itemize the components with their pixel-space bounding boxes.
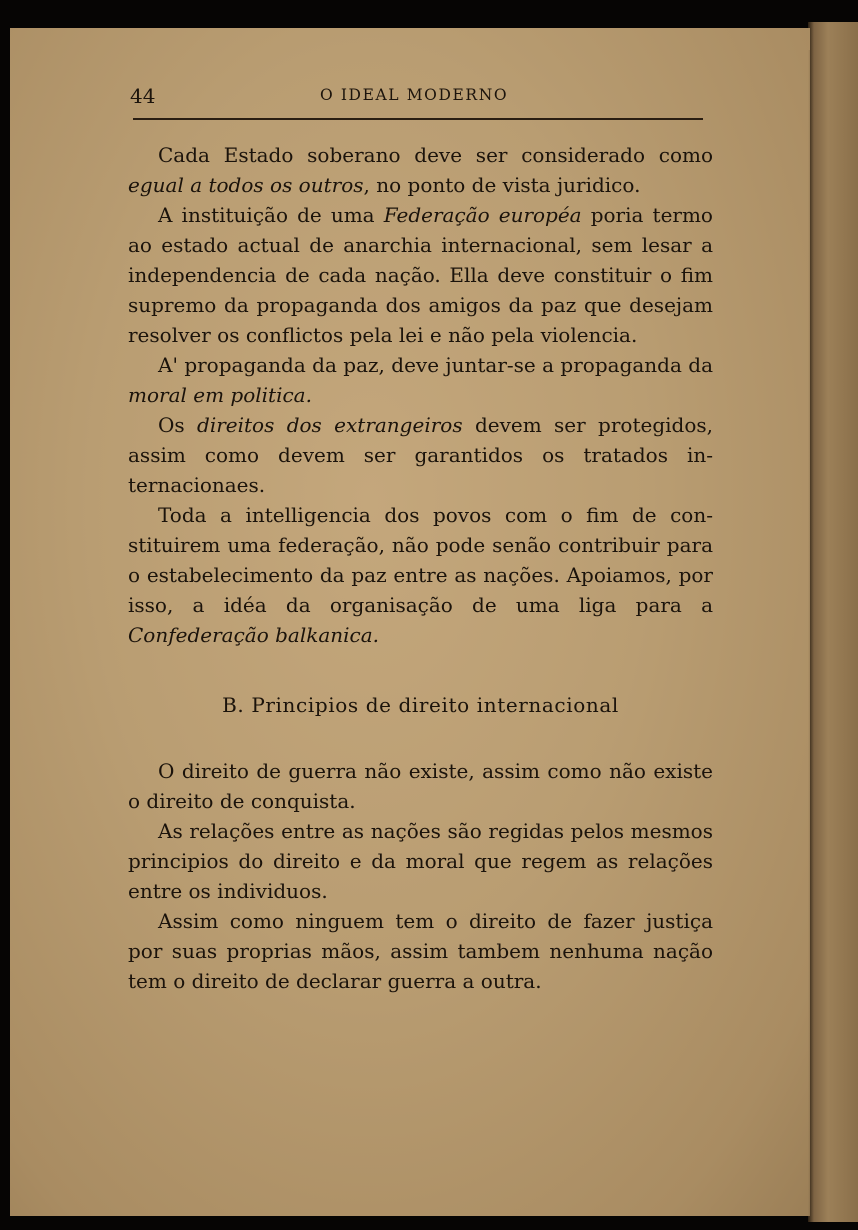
paragraph xyxy=(128,500,713,650)
italic-run: direitos dos extrangeiros xyxy=(197,413,463,437)
section-heading: B. Principios de direito internacional xyxy=(222,693,619,717)
paragraph xyxy=(128,906,713,996)
paragraph xyxy=(128,816,713,906)
text-run: A instituição de uma xyxy=(158,203,384,227)
header-rule xyxy=(133,118,703,120)
text-run: devem ser protegidos, assim como devem ser garantidos os tratados internacionaes. xyxy=(128,413,713,497)
paragraph xyxy=(128,410,713,500)
section-a-paragraphs xyxy=(128,140,713,650)
paragraph xyxy=(128,350,713,410)
section-b-paragraphs xyxy=(128,756,713,996)
body-text xyxy=(128,140,713,996)
text-run: Assim como ninguem tem o direito de fazer justiça por suas proprias mãos, assim tambem nenhuma nação tem o direito de declarar guerra a outra. xyxy=(128,909,713,993)
text-run: Toda a intelligencia dos povos com o fim de constituirem uma federação, não pode senão contribuir para o estabelecimento da paz entre as nações. Apoiamos, por isso, a idéa da organisação de uma liga para a xyxy=(128,503,713,617)
italic-run: Federação européa xyxy=(383,203,582,227)
facing-page-edge xyxy=(808,22,858,1222)
italic-run: Confederação balkanica. xyxy=(128,623,380,647)
text-run: O direito de guerra não existe, assim como não existe o direito de conquista. xyxy=(128,759,713,813)
italic-run: moral em politica. xyxy=(128,383,312,407)
page-number: 44 xyxy=(130,84,156,108)
spine-shadow xyxy=(808,50,810,1216)
paragraph xyxy=(128,756,713,816)
text-run: , no ponto de vista juridico. xyxy=(363,173,641,197)
text-run: As relações entre as nações são regidas pelos mesmos principios do direito e da moral que regem as relações entre os individuos. xyxy=(128,819,713,903)
paragraph xyxy=(128,140,713,200)
running-head xyxy=(130,84,710,116)
paragraph xyxy=(128,200,713,350)
text-run: A' propaganda da paz, deve juntar-se a propaganda da xyxy=(158,353,713,377)
running-title: O IDEAL MODERNO xyxy=(320,86,509,104)
text-run: Cada Estado soberano deve ser considerado como xyxy=(158,143,713,167)
text-run: poria termo ao estado actual de anarchia internacional, sem lesar a independencia de cada nação. Ella deve constituir o fim supremo da propaganda dos amigos da paz que desejam resolver os conflictos pela lei e não pela violencia. xyxy=(128,203,713,347)
italic-run: egual a todos os outros xyxy=(128,173,364,197)
text-run: Os xyxy=(158,413,198,437)
